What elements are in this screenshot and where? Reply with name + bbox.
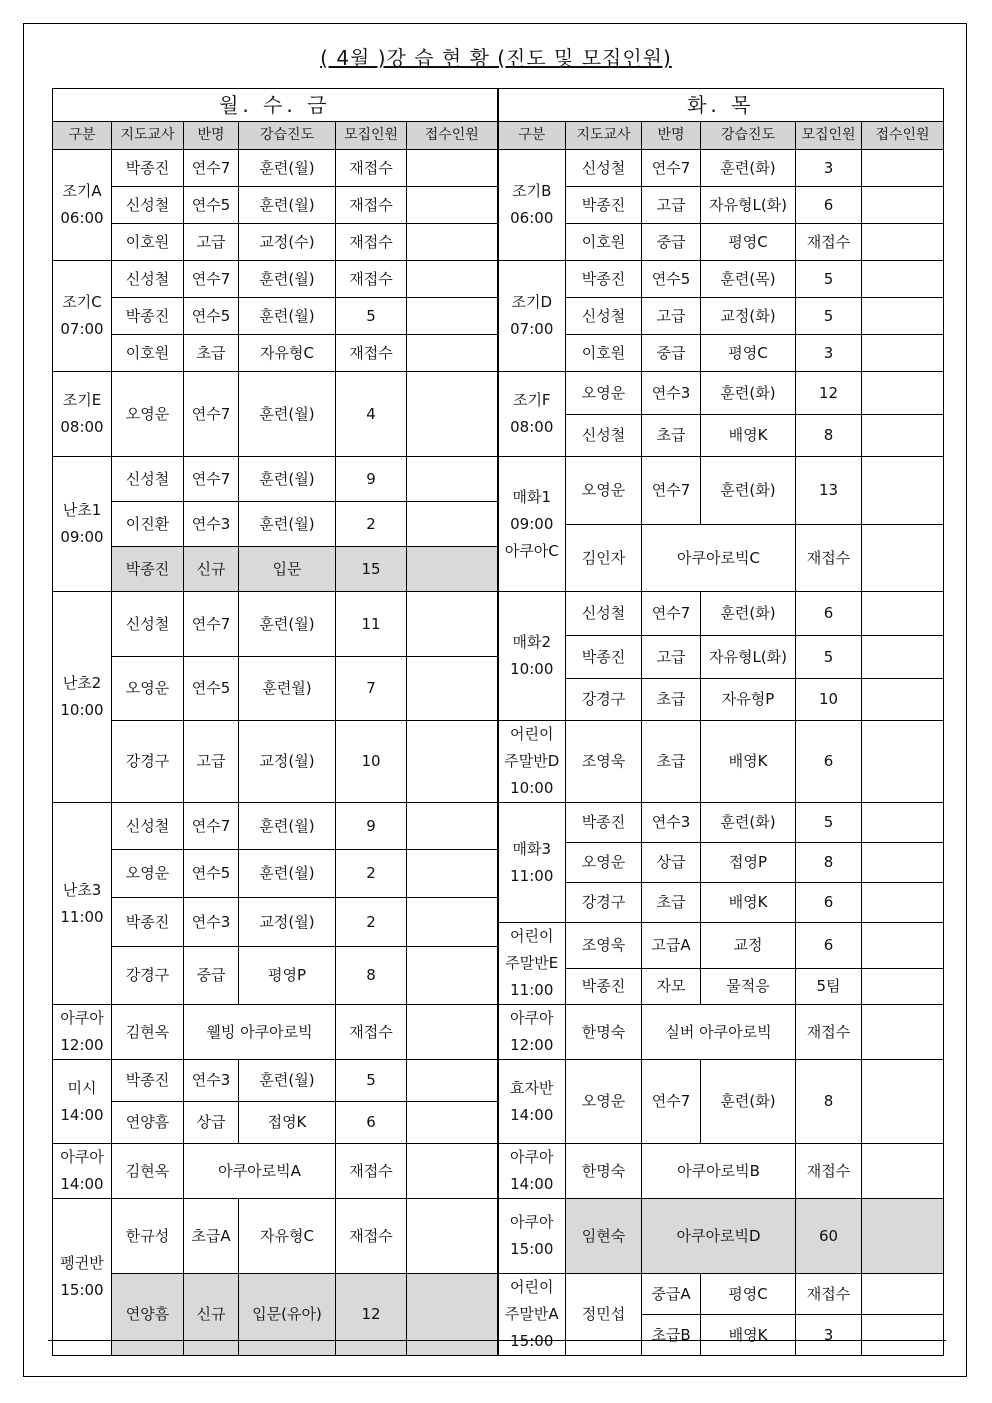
teacher-cell: 김현옥 xyxy=(112,1144,184,1199)
slot-label: 매화3 11:00 xyxy=(498,803,566,923)
class-cell: 연수5 xyxy=(184,657,239,721)
class-cell: 고급 xyxy=(184,224,239,261)
progress-cell: 교정(화) xyxy=(701,298,796,335)
class-cell: 연수7 xyxy=(642,1060,701,1144)
slot-label: 조기B 06:00 xyxy=(498,150,566,261)
recruit-cell: 3 xyxy=(796,1315,862,1356)
progress-cell: 접영P xyxy=(701,843,796,883)
received-cell xyxy=(407,1005,498,1060)
recruit-cell: 5 xyxy=(336,1060,407,1102)
col-header-category: 구분 xyxy=(498,122,566,150)
group-header-mon-wed-fri: 월. 수. 금 xyxy=(53,89,498,122)
teacher-cell: 박종진 xyxy=(566,261,642,298)
teacher-cell: 이호원 xyxy=(566,224,642,261)
teacher-cell: 신성철 xyxy=(566,298,642,335)
received-cell xyxy=(862,1005,944,1060)
class-cell: 자모 xyxy=(642,969,701,1005)
recruit-cell: 2 xyxy=(336,850,407,898)
received-cell xyxy=(407,850,498,898)
recruit-cell: 6 xyxy=(796,721,862,803)
class-cell: 연수7 xyxy=(642,150,701,187)
class-cell: 중급 xyxy=(642,224,701,261)
recruit-cell: 8 xyxy=(796,415,862,457)
teacher-cell: 오영운 xyxy=(566,457,642,525)
progress-cell: 훈련(월) xyxy=(239,803,336,850)
recruit-cell: 재접수 xyxy=(336,261,407,298)
progress-cell: 교정(월) xyxy=(239,898,336,947)
slot-label: 어린이 주말반A 15:00 xyxy=(498,1274,566,1356)
progress-cell: 훈련(월) xyxy=(239,150,336,187)
teacher-cell: 박종진 xyxy=(112,298,184,335)
class-cell: 초급 xyxy=(642,721,701,803)
class-cell: 고급 xyxy=(642,298,701,335)
teacher-cell: 강경구 xyxy=(112,721,184,803)
received-cell xyxy=(862,457,944,525)
received-cell xyxy=(862,636,944,679)
received-cell xyxy=(407,657,498,721)
received-cell xyxy=(407,1199,498,1274)
recruit-cell: 5 xyxy=(796,261,862,298)
col-header-category: 구분 xyxy=(53,122,112,150)
teacher-cell: 오영운 xyxy=(566,372,642,415)
recruit-cell: 15 xyxy=(336,547,407,592)
recruit-cell: 재접수 xyxy=(336,1199,407,1274)
recruit-cell: 6 xyxy=(796,187,862,224)
progress-cell: 훈련(월) xyxy=(239,187,336,224)
class-cell: 연수3 xyxy=(642,803,701,843)
class-cell: 상급 xyxy=(642,843,701,883)
progress-cell: 평영C xyxy=(701,335,796,372)
received-cell xyxy=(862,150,944,187)
received-cell xyxy=(407,372,498,457)
class-cell: 초급 xyxy=(642,415,701,457)
col-header-received: 접수인원 xyxy=(407,122,498,150)
teacher-cell: 이호원 xyxy=(112,224,184,261)
teacher-cell: 오영운 xyxy=(566,1060,642,1144)
slot-label: 아쿠아 14:00 xyxy=(53,1144,112,1199)
teacher-cell: 신성철 xyxy=(566,592,642,636)
progress-cell: 훈련(화) xyxy=(701,803,796,843)
progress-cell: 훈련(월) xyxy=(239,372,336,457)
received-cell xyxy=(407,1274,498,1356)
teacher-cell: 박종진 xyxy=(112,150,184,187)
class-cell: 아쿠아로빅B xyxy=(642,1144,796,1199)
progress-cell: 물적응 xyxy=(701,969,796,1005)
received-cell xyxy=(862,969,944,1005)
teacher-cell: 박종진 xyxy=(566,187,642,224)
col-header-class: 반명 xyxy=(642,122,701,150)
teacher-cell: 김인자 xyxy=(566,525,642,592)
teacher-cell: 오영운 xyxy=(112,657,184,721)
progress-cell: 평영P xyxy=(239,947,336,1005)
class-cell: 초급 xyxy=(642,679,701,721)
col-header-recruit: 모집인원 xyxy=(336,122,407,150)
recruit-cell: 4 xyxy=(336,372,407,457)
received-cell xyxy=(407,803,498,850)
recruit-cell: 5 xyxy=(796,298,862,335)
recruit-cell: 재접수 xyxy=(796,224,862,261)
class-cell: 중급 xyxy=(642,335,701,372)
teacher-cell: 이진환 xyxy=(112,502,184,547)
recruit-cell: 재접수 xyxy=(336,187,407,224)
class-cell: 신규 xyxy=(184,1274,239,1356)
slot-label: 아쿠아 14:00 xyxy=(498,1144,566,1199)
received-cell xyxy=(862,843,944,883)
recruit-cell: 6 xyxy=(796,592,862,636)
recruit-cell: 3 xyxy=(796,150,862,187)
class-cell: 연수3 xyxy=(184,1060,239,1102)
recruit-cell: 11 xyxy=(336,592,407,657)
recruit-cell: 3 xyxy=(796,335,862,372)
col-header-received: 접수인원 xyxy=(862,122,944,150)
received-cell xyxy=(407,457,498,502)
slot-label: 매화2 10:00 xyxy=(498,592,566,721)
class-cell: 연수7 xyxy=(184,803,239,850)
progress-cell: 입문(유아) xyxy=(239,1274,336,1356)
teacher-cell: 정민섭 xyxy=(566,1274,642,1356)
recruit-cell: 재접수 xyxy=(336,224,407,261)
slot-label: 아쿠아 12:00 xyxy=(498,1005,566,1060)
progress-cell: 훈련(목) xyxy=(701,261,796,298)
teacher-cell: 김현옥 xyxy=(112,1005,184,1060)
slot-label: 아쿠아 12:00 xyxy=(53,1005,112,1060)
teacher-cell: 신성철 xyxy=(566,150,642,187)
progress-cell: 훈련(화) xyxy=(701,372,796,415)
progress-cell: 자유형C xyxy=(239,1199,336,1274)
progress-cell: 교정(월) xyxy=(239,721,336,803)
slot-label: 매화1 09:00 아쿠아C xyxy=(498,457,566,592)
progress-cell: 자유형P xyxy=(701,679,796,721)
received-cell xyxy=(862,803,944,843)
received-cell xyxy=(862,679,944,721)
slot-label: 난초2 10:00 xyxy=(53,592,112,803)
slot-label: 효자반 14:00 xyxy=(498,1060,566,1144)
class-cell: 실버 아쿠아로빅 xyxy=(642,1005,796,1060)
recruit-cell: 60 xyxy=(796,1199,862,1274)
received-cell xyxy=(862,592,944,636)
received-cell xyxy=(407,298,498,335)
teacher-cell: 연양흠 xyxy=(112,1102,184,1144)
recruit-cell: 재접수 xyxy=(796,1144,862,1199)
teacher-cell: 신성철 xyxy=(112,261,184,298)
teacher-cell: 강경구 xyxy=(566,883,642,923)
recruit-cell: 5팀 xyxy=(796,969,862,1005)
progress-cell: 자유형L(화) xyxy=(701,187,796,224)
received-cell xyxy=(862,372,944,415)
recruit-cell: 재접수 xyxy=(336,1005,407,1060)
teacher-cell: 한명숙 xyxy=(566,1144,642,1199)
received-cell xyxy=(862,1315,944,1356)
class-cell: 연수7 xyxy=(184,372,239,457)
recruit-cell: 6 xyxy=(796,883,862,923)
recruit-cell: 재접수 xyxy=(336,335,407,372)
class-cell: 아쿠아로빅D xyxy=(642,1199,796,1274)
class-cell: 연수5 xyxy=(184,298,239,335)
received-cell xyxy=(862,298,944,335)
received-cell xyxy=(407,1102,498,1144)
received-cell xyxy=(407,592,498,657)
teacher-cell: 이호원 xyxy=(566,335,642,372)
received-cell xyxy=(407,502,498,547)
class-cell: 고급A xyxy=(642,923,701,969)
received-cell xyxy=(862,721,944,803)
recruit-cell: 13 xyxy=(796,457,862,525)
slot-label: 미시 14:00 xyxy=(53,1060,112,1144)
progress-cell: 입문 xyxy=(239,547,336,592)
recruit-cell: 12 xyxy=(796,372,862,415)
class-cell: 연수5 xyxy=(184,187,239,224)
teacher-cell: 박종진 xyxy=(566,803,642,843)
received-cell xyxy=(862,261,944,298)
received-cell xyxy=(862,525,944,592)
received-cell xyxy=(862,415,944,457)
recruit-cell: 재접수 xyxy=(336,150,407,187)
progress-cell: 교정(수) xyxy=(239,224,336,261)
progress-cell: 평영C xyxy=(701,1274,796,1315)
progress-cell: 훈련월) xyxy=(239,657,336,721)
class-cell: 고급 xyxy=(642,636,701,679)
progress-cell: 접영K xyxy=(239,1102,336,1144)
teacher-cell: 강경구 xyxy=(112,947,184,1005)
teacher-cell: 박종진 xyxy=(566,969,642,1005)
recruit-cell: 5 xyxy=(796,803,862,843)
progress-cell: 훈련(월) xyxy=(239,261,336,298)
received-cell xyxy=(407,721,498,803)
col-header-teacher: 지도교사 xyxy=(566,122,642,150)
recruit-cell: 10 xyxy=(336,721,407,803)
teacher-cell: 신성철 xyxy=(112,457,184,502)
received-cell xyxy=(407,1144,498,1199)
progress-cell: 훈련(월) xyxy=(239,592,336,657)
page-title: ( 4월 )강 습 현 황 (진도 및 모집인원) xyxy=(320,46,672,70)
progress-cell: 자유형C xyxy=(239,335,336,372)
received-cell xyxy=(862,923,944,969)
recruit-cell: 재접수 xyxy=(336,1144,407,1199)
teacher-cell: 박종진 xyxy=(566,636,642,679)
progress-cell: 훈련(월) xyxy=(239,457,336,502)
teacher-cell: 박종진 xyxy=(112,547,184,592)
col-header-progress: 강습진도 xyxy=(239,122,336,150)
class-cell: 초급 xyxy=(184,335,239,372)
class-cell: 고급 xyxy=(184,721,239,803)
class-cell: 고급 xyxy=(642,187,701,224)
received-cell xyxy=(407,150,498,187)
recruit-cell: 9 xyxy=(336,803,407,850)
teacher-cell: 신성철 xyxy=(112,592,184,657)
class-cell: 연수7 xyxy=(642,457,701,525)
received-cell xyxy=(862,1060,944,1144)
progress-cell: 훈련(월) xyxy=(239,502,336,547)
class-cell: 상급 xyxy=(184,1102,239,1144)
slot-label: 조기E 08:00 xyxy=(53,372,112,457)
recruit-cell: 9 xyxy=(336,457,407,502)
teacher-cell: 박종진 xyxy=(112,898,184,947)
progress-cell: 훈련(화) xyxy=(701,592,796,636)
received-cell xyxy=(862,1144,944,1199)
recruit-cell: 8 xyxy=(796,1060,862,1144)
slot-label: 어린이 주말반E 11:00 xyxy=(498,923,566,1005)
class-cell: 아쿠아로빅A xyxy=(184,1144,336,1199)
progress-cell: 훈련(화) xyxy=(701,457,796,525)
teacher-cell: 오영운 xyxy=(112,372,184,457)
progress-cell: 훈련(화) xyxy=(701,1060,796,1144)
slot-label: 아쿠아 15:00 xyxy=(498,1199,566,1274)
received-cell xyxy=(862,1274,944,1315)
teacher-cell: 임현숙 xyxy=(566,1199,642,1274)
progress-cell: 훈련(월) xyxy=(239,298,336,335)
bottom-rule xyxy=(48,1340,946,1341)
slot-label: 조기C 07:00 xyxy=(53,261,112,372)
class-cell: 신규 xyxy=(184,547,239,592)
slot-label: 조기D 07:00 xyxy=(498,261,566,372)
received-cell xyxy=(862,224,944,261)
progress-cell: 배영K xyxy=(701,883,796,923)
recruit-cell: 5 xyxy=(336,298,407,335)
recruit-cell: 재접수 xyxy=(796,525,862,592)
col-header-progress: 강습진도 xyxy=(701,122,796,150)
recruit-cell: 2 xyxy=(336,502,407,547)
slot-label: 조기F 08:00 xyxy=(498,372,566,457)
teacher-cell: 한명숙 xyxy=(566,1005,642,1060)
col-header-class: 반명 xyxy=(184,122,239,150)
received-cell xyxy=(407,335,498,372)
class-cell: 초급 xyxy=(642,883,701,923)
received-cell xyxy=(862,1199,944,1274)
class-cell: 연수3 xyxy=(184,502,239,547)
class-cell: 연수3 xyxy=(642,372,701,415)
teacher-cell: 신성철 xyxy=(566,415,642,457)
recruit-cell: 8 xyxy=(336,947,407,1005)
teacher-cell: 조영욱 xyxy=(566,721,642,803)
received-cell xyxy=(407,1060,498,1102)
recruit-cell: 7 xyxy=(336,657,407,721)
received-cell xyxy=(862,883,944,923)
recruit-cell: 2 xyxy=(336,898,407,947)
progress-cell: 훈련(월) xyxy=(239,850,336,898)
class-cell: 연수5 xyxy=(184,850,239,898)
progress-cell: 자유형L(화) xyxy=(701,636,796,679)
slot-label: 조기A 06:00 xyxy=(53,150,112,261)
group-header-tue-thu: 화. 목 xyxy=(498,89,944,122)
recruit-cell: 5 xyxy=(796,636,862,679)
teacher-cell: 신성철 xyxy=(112,803,184,850)
received-cell xyxy=(407,187,498,224)
progress-cell: 배영K xyxy=(701,1315,796,1356)
col-header-recruit: 모집인원 xyxy=(796,122,862,150)
teacher-cell: 강경구 xyxy=(566,679,642,721)
recruit-cell: 12 xyxy=(336,1274,407,1356)
teacher-cell: 이호원 xyxy=(112,335,184,372)
teacher-cell: 조영욱 xyxy=(566,923,642,969)
class-cell: 연수7 xyxy=(184,457,239,502)
teacher-cell: 신성철 xyxy=(112,187,184,224)
slot-label: 난초1 09:00 xyxy=(53,457,112,592)
teacher-cell: 오영운 xyxy=(112,850,184,898)
progress-cell: 평영C xyxy=(701,224,796,261)
class-cell: 웰빙 아쿠아로빅 xyxy=(184,1005,336,1060)
progress-cell: 교정 xyxy=(701,923,796,969)
progress-cell: 배영K xyxy=(701,415,796,457)
class-cell: 연수7 xyxy=(184,150,239,187)
received-cell xyxy=(862,187,944,224)
class-cell: 연수7 xyxy=(184,261,239,298)
class-cell: 초급B xyxy=(642,1315,701,1356)
class-cell: 연수3 xyxy=(184,898,239,947)
recruit-cell: 10 xyxy=(796,679,862,721)
slot-label: 어린이 주말반D 10:00 xyxy=(498,721,566,803)
schedule-table xyxy=(52,88,944,1356)
received-cell xyxy=(407,261,498,298)
received-cell xyxy=(407,547,498,592)
class-cell: 아쿠아로빅C xyxy=(642,525,796,592)
teacher-cell: 박종진 xyxy=(112,1060,184,1102)
class-cell: 중급 xyxy=(184,947,239,1005)
received-cell xyxy=(407,898,498,947)
class-cell: 연수7 xyxy=(642,592,701,636)
recruit-cell: 6 xyxy=(336,1102,407,1144)
recruit-cell: 재접수 xyxy=(796,1274,862,1315)
class-cell: 초급A xyxy=(184,1199,239,1274)
slot-label: 난초3 11:00 xyxy=(53,803,112,1005)
recruit-cell: 8 xyxy=(796,843,862,883)
progress-cell: 배영K xyxy=(701,721,796,803)
recruit-cell: 6 xyxy=(796,923,862,969)
received-cell xyxy=(407,224,498,261)
slot-label: 펭귄반 15:00 xyxy=(53,1199,112,1356)
recruit-cell: 재접수 xyxy=(796,1005,862,1060)
progress-cell: 훈련(화) xyxy=(701,150,796,187)
received-cell xyxy=(407,947,498,1005)
col-header-teacher: 지도교사 xyxy=(112,122,184,150)
class-cell: 중급A xyxy=(642,1274,701,1315)
teacher-cell: 오영운 xyxy=(566,843,642,883)
received-cell xyxy=(862,335,944,372)
teacher-cell: 한규성 xyxy=(112,1199,184,1274)
progress-cell: 훈련(월) xyxy=(239,1060,336,1102)
class-cell: 연수7 xyxy=(184,592,239,657)
teacher-cell: 연양흠 xyxy=(112,1274,184,1356)
class-cell: 연수5 xyxy=(642,261,701,298)
